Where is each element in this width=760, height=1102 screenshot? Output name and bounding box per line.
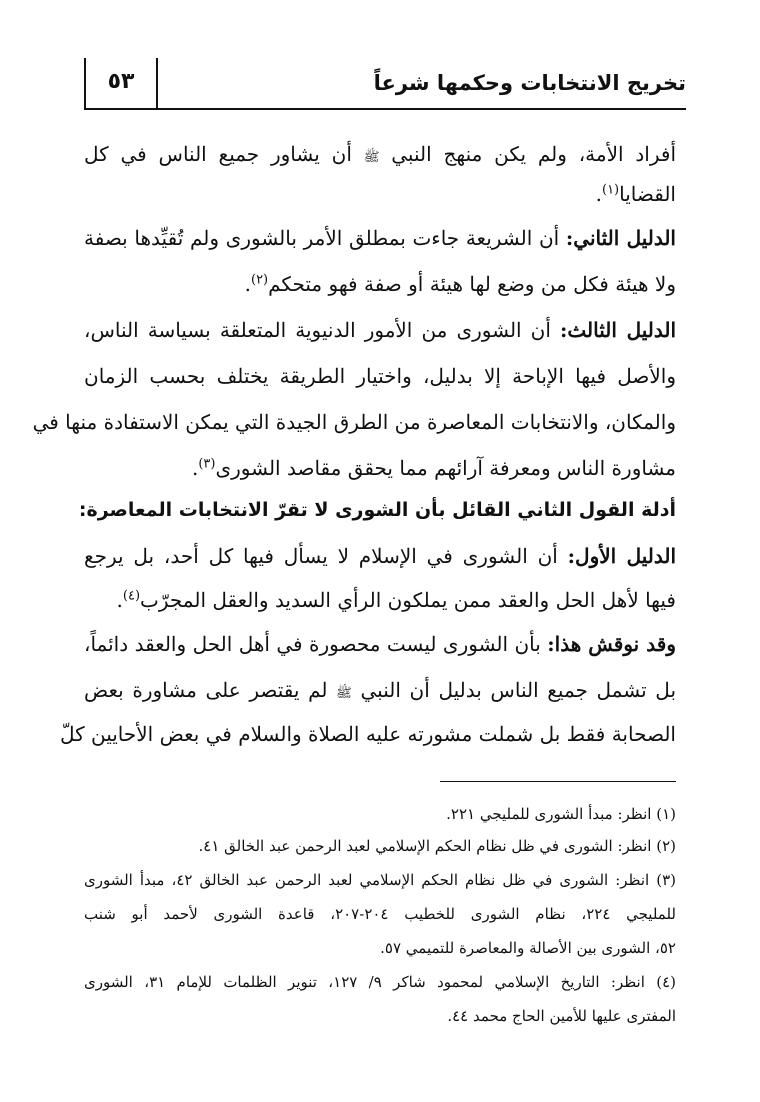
rebuttal-label: وقد نوقش هذا:: [547, 632, 677, 656]
text-line-3: الدليل الثاني: أن الشريعة جاءت بمطلق الأمر بالشورى ولم تُقيِّدها بصفة: [84, 226, 676, 250]
footnote-3-line-2: للمليجي ٢٢٤، نظام الشورى للخطيب ٢٠٤-٢٠٧، قاعدة الشورى لأحمد أبو شنب: [84, 905, 677, 923]
text-line-14: الصحابة فقط بل شملت مشورته عليه الصلاة والسلام في بعض الأحايين كلّ: [59, 722, 676, 746]
text-line-13: بل تشمل جميع الناس بدليل أن النبي ﷺ لم يقتصر على مشاورة بعض: [84, 678, 677, 702]
text-line-2: القضايا$^{(١)}$.: [595, 182, 676, 206]
page-number-box: [84, 58, 158, 108]
salawat-mark: ﷺ: [336, 686, 352, 701]
footnote-3-line-1: (٣) انظر: الشورى في ظل نظام الحكم الإسلامي لعبد الرحمن عبد الخالق ٤٢، مبدأ الشورى: [84, 871, 676, 889]
footnote-4-line-2: المفترى عليها للأمين الحاج محمد ٤٤.: [447, 1007, 676, 1025]
footnote-marker-1: (١): [601, 182, 620, 198]
evidence-label-3: الدليل الثالث:: [560, 318, 676, 342]
footnote-3-line-3: ٥٢، الشورى بين الأصالة والمعاصرة للتميمي ٥٧.: [380, 939, 676, 957]
text-line-4: ولا هيئة فكل من وضع لها هيئة أو صفة فهو متحكم$^{(٢)}$.: [244, 272, 676, 296]
footnote-1: (١) انظر: مبدأ الشورى للمليجي ٢٢١.: [446, 805, 676, 823]
footnote-marker-3: (٣): [198, 456, 216, 472]
salawat-mark: ﷺ: [363, 150, 380, 165]
running-header: [84, 58, 686, 110]
text-line-8: مشاورة الناس ومعرفة آرائهم مما يحقق مقاصد الشورى$^{(٣)}$.: [191, 456, 676, 480]
footnote-4-line-1: (٤) انظر: التاريخ الإسلامي لمحمود شاكر ٩/ ١٢٧، تنوير الظلمات للإمام ٣١، الشورى: [84, 973, 677, 991]
running-title: تخريج الانتخابات وحكمها شرعاً: [373, 71, 686, 95]
section-heading: أدلة القول الثاني القائل بأن الشورى لا تقرّ الانتخابات المعاصرة:: [78, 499, 676, 521]
text-line-6: والأصل فيها الإباحة إلا بدليل، واختيار الطريقة يختلف بحسب الزمان: [84, 364, 676, 388]
footnote-2: (٢) انظر: الشورى في ظل نظام الحكم الإسلامي لعبد الرحمن عبد الخالق ٤١.: [198, 837, 676, 855]
evidence-label-2: الدليل الثاني:: [565, 226, 676, 250]
text-line-12: وقد نوقش هذا: بأن الشورى ليست محصورة في أهل الحل والعقد دائماً،: [84, 632, 677, 656]
footnote-separator: [440, 781, 676, 782]
text-line-7: والمكان، والانتخابات المعاصرة من الطرق الجيدة التي يمكن الاستفادة منها في: [32, 410, 676, 434]
evidence-label-1: الدليل الأول:: [567, 544, 677, 568]
text-line-10: الدليل الأول: أن الشورى في الإسلام لا يسأل فيها كل أحد، بل يرجع: [84, 544, 677, 568]
text-line-1: أفراد الأمة، ولم يكن منهج النبي ﷺ أن يشاور جميع الناس في كل: [84, 142, 677, 166]
text-line-5: الدليل الثالث: أن الشورى من الأمور الدنيوية المتعلقة بسياسة الناس،: [84, 318, 676, 342]
text-line-11: فيها لأهل الحل والعقد ممن يملكون الرأي السديد والعقل المجرّب$^{(٤)}$.: [116, 588, 676, 612]
footnote-marker-2: (٢): [250, 272, 269, 288]
footnote-marker-4: (٤): [122, 588, 141, 604]
page-number: ٥٣: [107, 69, 135, 94]
